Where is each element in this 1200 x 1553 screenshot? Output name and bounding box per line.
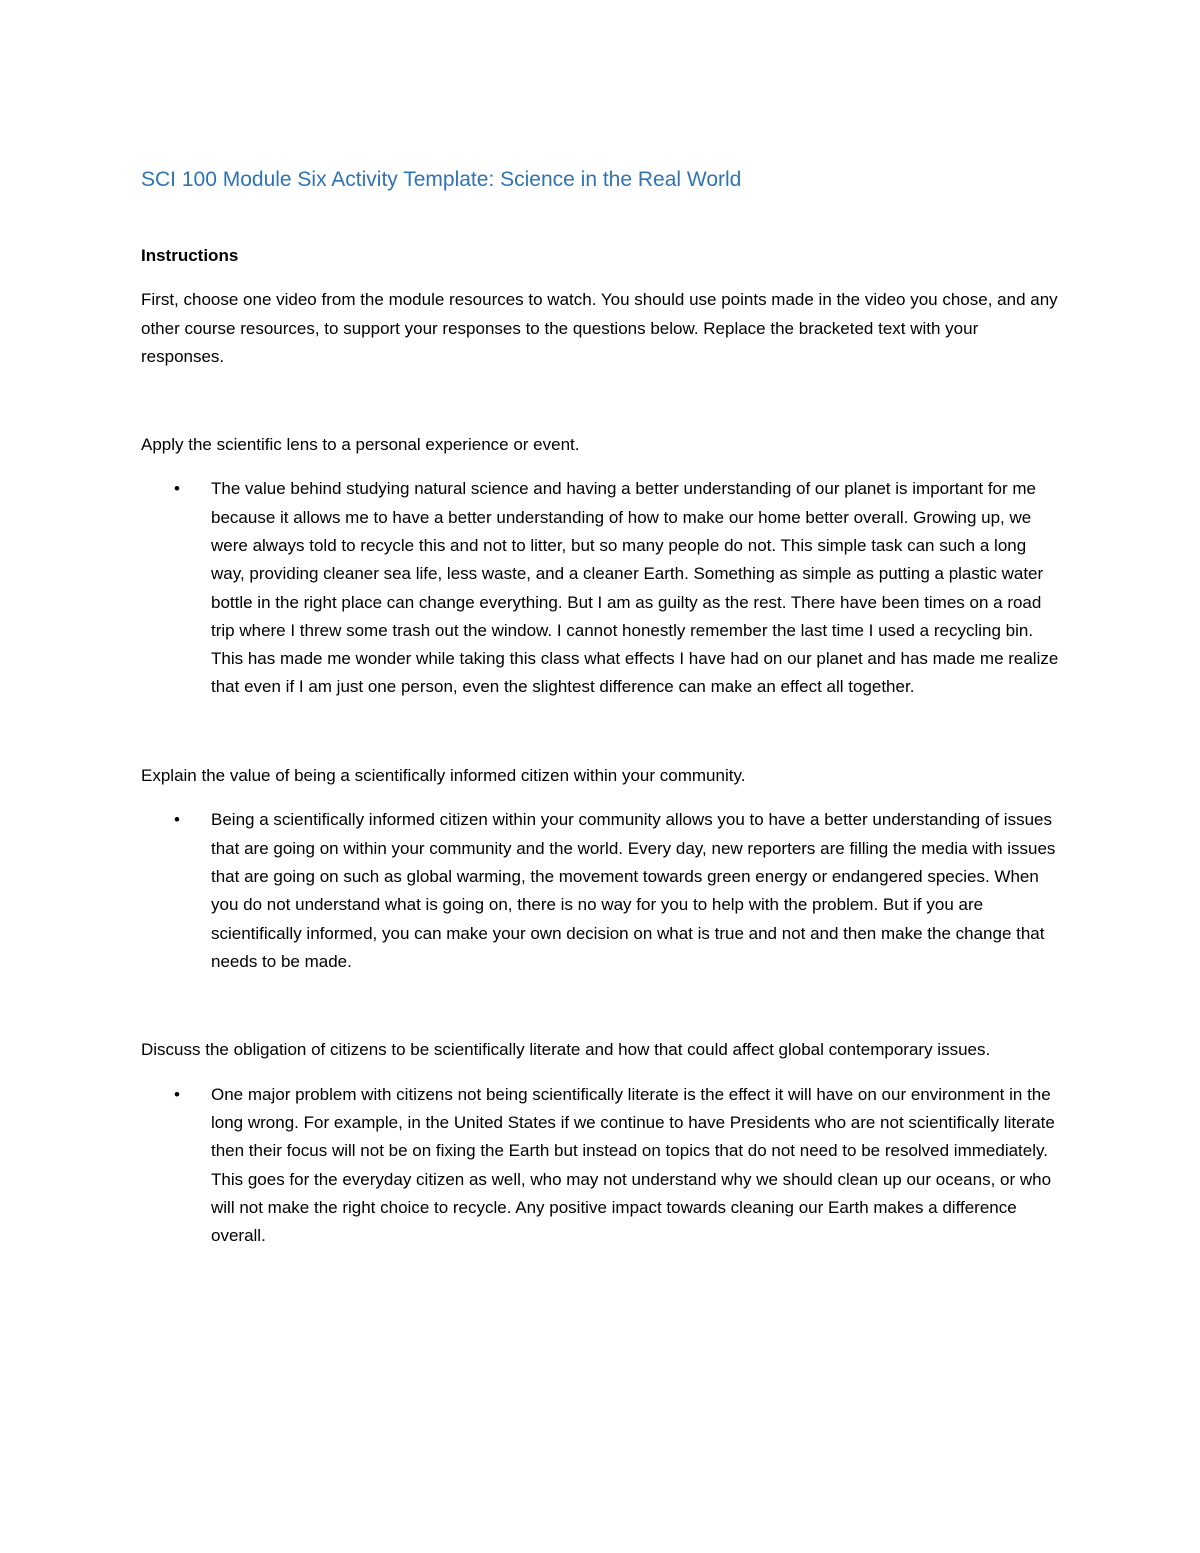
document-content: [141, 164, 1061, 1251]
answer-list-1: [141, 475, 1061, 701]
answer-3: [141, 1081, 1061, 1251]
answer-list-3: [141, 1081, 1061, 1251]
answer-3-text: One major problem with citizens not being scientifically literate is the effect it will have on our environment in the long wrong. For example, in the United States if we continue to have Presidents who are not scientifically literate then their focus will not be on fixing the Earth but instead on topics that do not need to be resolved immediately. This goes for the everyday citizen as well, who may not understand why we should clean up our oceans, or who will not make the right choice to recycle. Any positive impact towards cleaning our Earth makes a difference overall.: [211, 1084, 1055, 1246]
bullet-icon: •: [174, 479, 180, 499]
question-1: Apply the scientific lens to a personal experience or event.: [141, 434, 580, 454]
document-title: SCI 100 Module Six Activity Template: Science in the Real World: [141, 168, 742, 191]
instructions-heading: Instructions: [141, 246, 239, 265]
answer-list-2: [141, 806, 1061, 976]
answer-2: [141, 806, 1061, 976]
answer-2-text: Being a scientifically informed citizen within your community allows you to have a better understanding of issues that are going on within your community and the world. Every day, new reporters are filling the media with issues that are going on such as global warming, the movement towards green energy or endangered species. When you do not understand what is going on, there is no way for you to help with the problem. But if you are scientifically informed, you can make your own decision on what is true and not and then make the change that needs to be made.: [211, 810, 1056, 971]
answer-1: [141, 475, 1061, 701]
question-2: Explain the value of being a scientifically informed citizen within your community.: [141, 765, 746, 785]
bullet-icon: •: [174, 1084, 180, 1104]
answer-1-text: The value behind studying natural science and having a better understanding of our planet is important for me because it allows me to have a better understanding of how to make our home better overall. Growing up, we were always told to recycle this and not to litter, but so many people do not. This simple task can such a long way, providing cleaner sea life, less waste, and a cleaner Earth. Something as simple as putting a plastic water bottle in the right place can change everything. But I am as guilty as the rest. There have been times on a road trip where I threw some trash out the window. I cannot honestly remember the last time I used a recycling bin. This has made me wonder while taking this class what effects I have had on our planet and has made me realize that even if I am just one person, even the slightest difference can make an effect all together.: [211, 479, 1059, 697]
bullet-icon: •: [174, 810, 180, 830]
question-3: Discuss the obligation of citizens to be scientifically literate and how that could affect global contemporary issues.: [141, 1040, 991, 1060]
instructions-text: First, choose one video from the module resources to watch. You should use points made in the video you chose, and any other course resources, to support your responses to the questions below. Replace the bracketed text with your responses.: [141, 290, 1058, 367]
